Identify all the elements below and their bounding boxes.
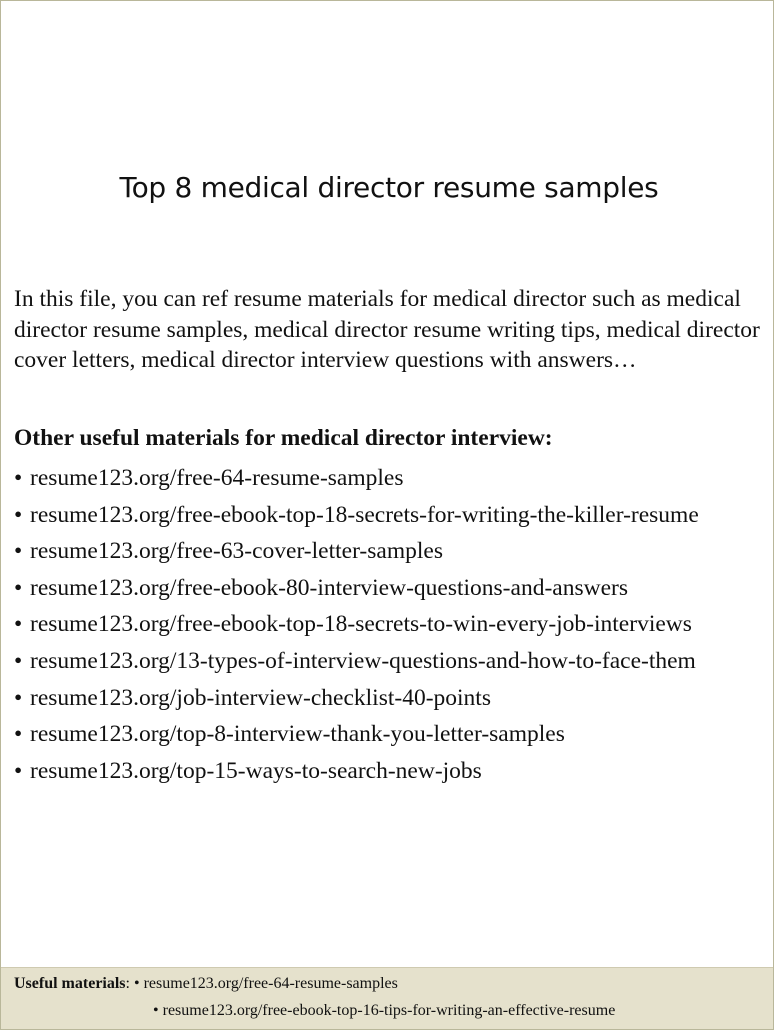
material-link[interactable]: resume123.org/free-ebook-80-interview-questions-and-answers	[30, 574, 628, 601]
material-link[interactable]: resume123.org/free-63-cover-letter-samples	[30, 538, 443, 565]
bullet-glyph: •	[14, 757, 23, 784]
other-materials-heading: Other useful materials for medical director interview:	[14, 425, 553, 451]
materials-link-list	[14, 462, 699, 791]
list-item	[14, 499, 699, 536]
intro-paragraph: In this file, you can ref resume materials for medical director such as medical director resume samples, medical director resume writing tips, medical director cover letters, medical director interview questions with answers…	[14, 286, 760, 373]
bullet-glyph: •	[14, 684, 23, 711]
bullet-glyph: •	[14, 501, 23, 528]
bullet-glyph: •	[133, 975, 140, 992]
list-item	[14, 718, 699, 755]
material-link[interactable]: resume123.org/13-types-of-interview-questions-and-how-to-face-them	[30, 647, 696, 674]
page-title	[1, 171, 773, 204]
page-title-text: Top 8 medical director resume samples	[119, 171, 659, 204]
list-item	[14, 572, 699, 609]
footer-label: Useful materials	[14, 975, 126, 992]
list-item	[14, 682, 699, 719]
bullet-glyph: •	[14, 647, 23, 674]
list-item	[14, 755, 699, 792]
useful-materials-footer	[1, 967, 773, 1030]
footer-link[interactable]: resume123.org/free-ebook-top-16-tips-for-writing-an-effective-resume	[162, 1002, 616, 1019]
material-link[interactable]: resume123.org/top-8-interview-thank-you-letter-samples	[30, 721, 565, 748]
material-link[interactable]: resume123.org/free-ebook-top-18-secrets-to-win-every-job-interviews	[30, 611, 692, 638]
footer-row	[14, 975, 398, 993]
bullet-glyph: •	[14, 465, 23, 491]
list-item	[14, 462, 699, 499]
bullet-glyph: •	[14, 721, 23, 748]
material-link[interactable]: resume123.org/job-interview-checklist-40-points	[30, 684, 491, 711]
material-link[interactable]: resume123.org/free-64-resume-samples	[30, 465, 404, 491]
list-item	[14, 608, 699, 645]
bullet-glyph: •	[14, 611, 23, 638]
footer-link[interactable]: resume123.org/free-64-resume-samples	[143, 975, 398, 992]
bullet-glyph: •	[14, 574, 23, 601]
list-item	[14, 535, 699, 572]
list-item	[14, 645, 699, 682]
footer-row	[153, 1002, 615, 1020]
bullet-glyph: •	[14, 538, 23, 565]
bullet-glyph: •	[153, 1002, 159, 1019]
material-link[interactable]: resume123.org/free-ebook-top-18-secrets-for-writing-the-killer-resume	[30, 501, 699, 528]
material-link[interactable]: resume123.org/top-15-ways-to-search-new-jobs	[30, 757, 482, 784]
footer-separator: :	[125, 975, 134, 992]
